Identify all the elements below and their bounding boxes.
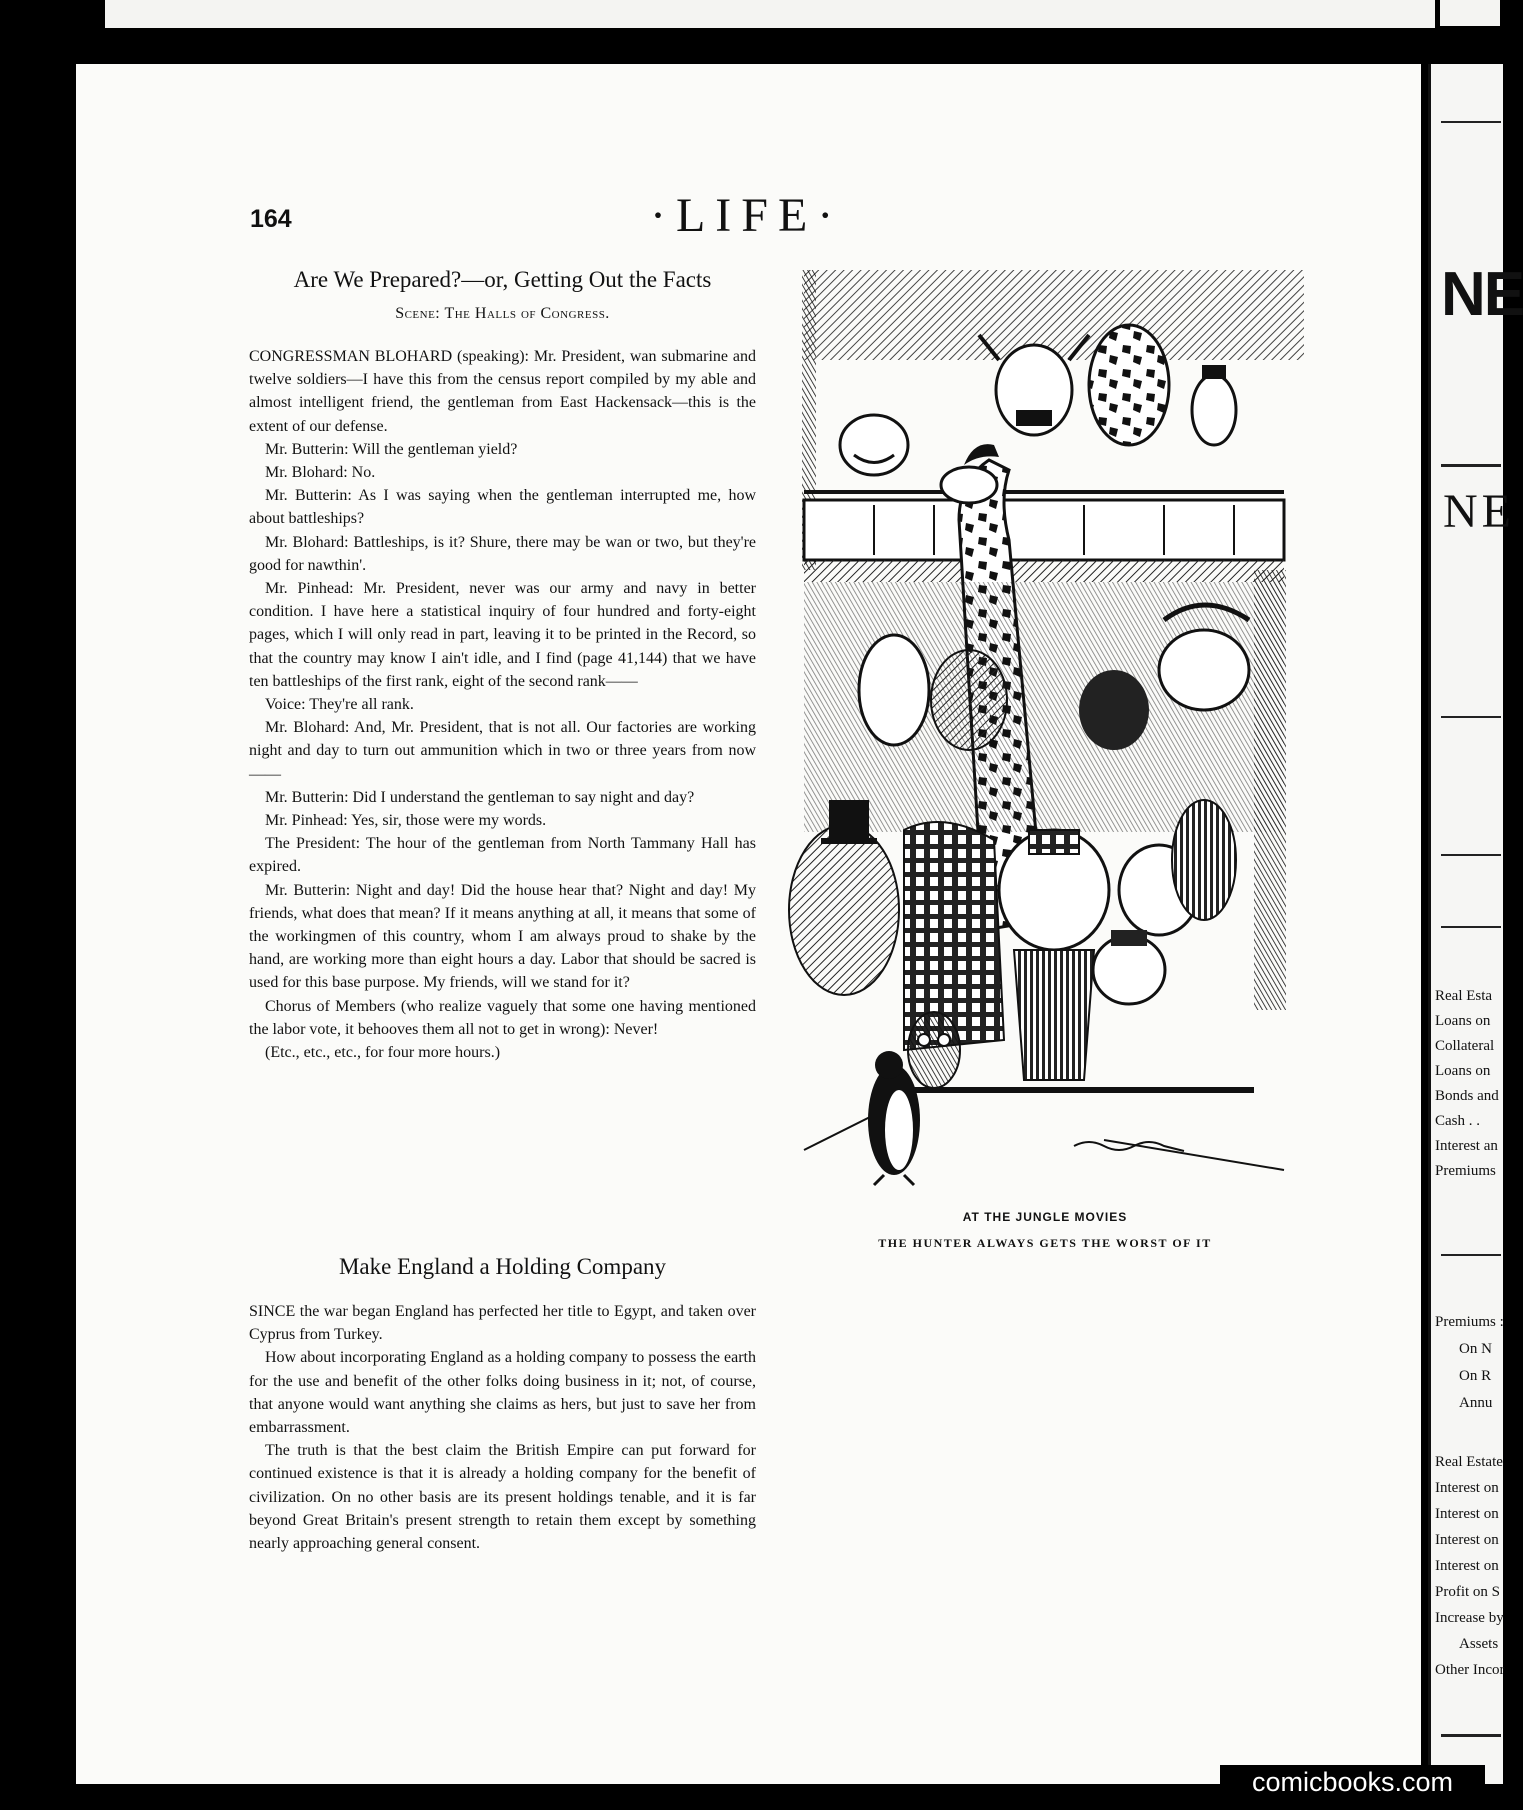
article1-paragraph: Mr. Blohard: Battleships, is it? Shure, there may be wan or two, but they're good for nawthin'.	[249, 533, 756, 574]
list-item: Loans on	[1435, 1013, 1491, 1029]
rule	[1441, 716, 1501, 718]
article2-paragraph: The truth is that the best claim the British Empire can put forward for continued existence is that it is already a holding company for the benefit of civilization. On no other basis are its present holdings tenable, and it is far beyond Great Britain's present strength to retain them except by something nearly approaching general consent.	[249, 1442, 756, 1553]
rule	[1441, 1254, 1501, 1256]
list-item: Other Incor	[1435, 1662, 1505, 1678]
list-item: Interest an	[1435, 1138, 1498, 1154]
list-item: Loans on	[1435, 1063, 1491, 1079]
article1-paragraph: Mr. Butterin: Did I understand the gentleman to say night and day?	[265, 788, 695, 806]
adjacent-page	[1428, 64, 1523, 1784]
rule	[1441, 854, 1501, 856]
article1-paragraph: Mr. Blohard: No.	[265, 464, 376, 482]
article1-title: Are We Prepared?—or, Getting Out the Facts	[293, 267, 712, 292]
article2-title: Make England a Holding Company	[338, 1254, 667, 1279]
adjacent-list-2	[1435, 1309, 1504, 1417]
jungle-movies-cartoon	[784, 270, 1306, 1200]
list-item: Interest on	[1435, 1506, 1499, 1522]
list-item: Collateral	[1435, 1038, 1495, 1054]
list-item: Annu	[1459, 1395, 1493, 1411]
masthead: ·LIFE·	[650, 189, 844, 242]
list-item: Premiums :	[1435, 1314, 1504, 1330]
site-watermark: comicbooks.com	[1220, 1765, 1485, 1799]
adjacent-heading-large: NE	[1441, 260, 1523, 329]
rule	[1441, 1734, 1501, 1737]
adjacent-list-3	[1435, 1449, 1505, 1683]
article1-paragraph: CONGRESSMAN BLOHARD (speaking): Mr. President, wan submarine and twelve soldiers—I have this from the census report compiled by my able and almost intelligent friend, the gentleman from East Hackensack—this is the extent of our defense.	[249, 348, 756, 435]
cartoon-caption-subtitle: THE HUNTER ALWAYS GETS THE WORST OF IT	[878, 1236, 1212, 1250]
list-item: Increase by	[1435, 1610, 1504, 1626]
top-page-edge	[105, 0, 1435, 28]
list-item: On N	[1459, 1341, 1492, 1357]
rule	[1441, 121, 1501, 123]
article1-paragraph: Chorus of Members (who realize vaguely that some one having mentioned the labor vote, it behooves them all not to get in wrong): Never!	[249, 997, 756, 1038]
rule	[1441, 464, 1501, 467]
article2-body	[249, 1300, 756, 1555]
article1-paragraph: Mr. Butterin: Night and day! Did the house hear that? Night and day! My friends, what does that mean? If it means anything at all, it means that some of the workingmen of this country, whom I am always proud to shake by the hand, are working more than eight hours a day. Labor that should be sacred is used for this base purpose. My friends, will we stand for it?	[249, 881, 756, 992]
list-item: Bonds and	[1435, 1088, 1499, 1104]
article2-paragraph: How about incorporating England as a holding company to possess the earth for the use and benefit of the other folks doing business in it; not, of course, that anyone would want anything she claims as hers, but just to save her from embarrassment.	[249, 1349, 756, 1437]
article1-paragraph: Mr. Pinhead: Yes, sir, those were my words.	[265, 812, 547, 830]
list-item: Real Estate	[1435, 1454, 1503, 1470]
list-item: Interest on	[1435, 1558, 1499, 1574]
list-item: On R	[1459, 1368, 1492, 1384]
article1-paragraph: The President: The hour of the gentleman from North Tammany Hall has expired.	[249, 835, 756, 876]
article1-paragraph: Mr. Pinhead: Mr. President, never was our army and navy in better condition. I have here a statistical inquiry of four hundred and forty-eight pages, which I will only read in part, leaving it to be printed in the Record, so that the country may know I ain't idle, and I find (page 41,144) that we have ten battleships of the first rank, eight of the second rank——	[249, 580, 756, 690]
page-number: 164	[250, 205, 292, 233]
adjacent-list-1	[1435, 984, 1499, 1184]
list-item: Cash . .	[1435, 1113, 1480, 1129]
rule	[1441, 926, 1501, 928]
article1-paragraph: Voice: They're all rank.	[265, 696, 414, 714]
cartoon-caption-title: AT THE JUNGLE MOVIES	[962, 1210, 1128, 1224]
list-item: Real Esta	[1435, 988, 1493, 1004]
article1-paragraph: (Etc., etc., etc., for four more hours.)	[265, 1044, 501, 1062]
article1-paragraph: Mr. Blohard: And, Mr. President, that is not all. Our factories are working night and day to turn out ammunition which in two or three years from now——	[249, 719, 756, 783]
list-item: Premiums	[1435, 1163, 1496, 1179]
article1-scene: Scene: The Halls of Congress.	[395, 305, 610, 322]
list-item: Profit on S	[1435, 1584, 1501, 1600]
article1-paragraph: Mr. Butterin: As I was saying when the gentleman interrupted me, how about battleships?	[249, 487, 756, 528]
article1-body	[249, 345, 756, 1064]
top-page-edge-right	[1440, 0, 1500, 26]
list-item: Interest on	[1435, 1532, 1499, 1548]
list-item: Interest on	[1435, 1480, 1499, 1496]
article1-paragraph: Mr. Butterin: Will the gentleman yield?	[265, 440, 518, 458]
adjacent-heading-medium: NE	[1443, 485, 1515, 538]
list-item: Assets	[1459, 1636, 1499, 1652]
article2-paragraph: SINCE the war began England has perfected her title to Egypt, and taken over Cyprus from Turkey.	[249, 1303, 756, 1344]
